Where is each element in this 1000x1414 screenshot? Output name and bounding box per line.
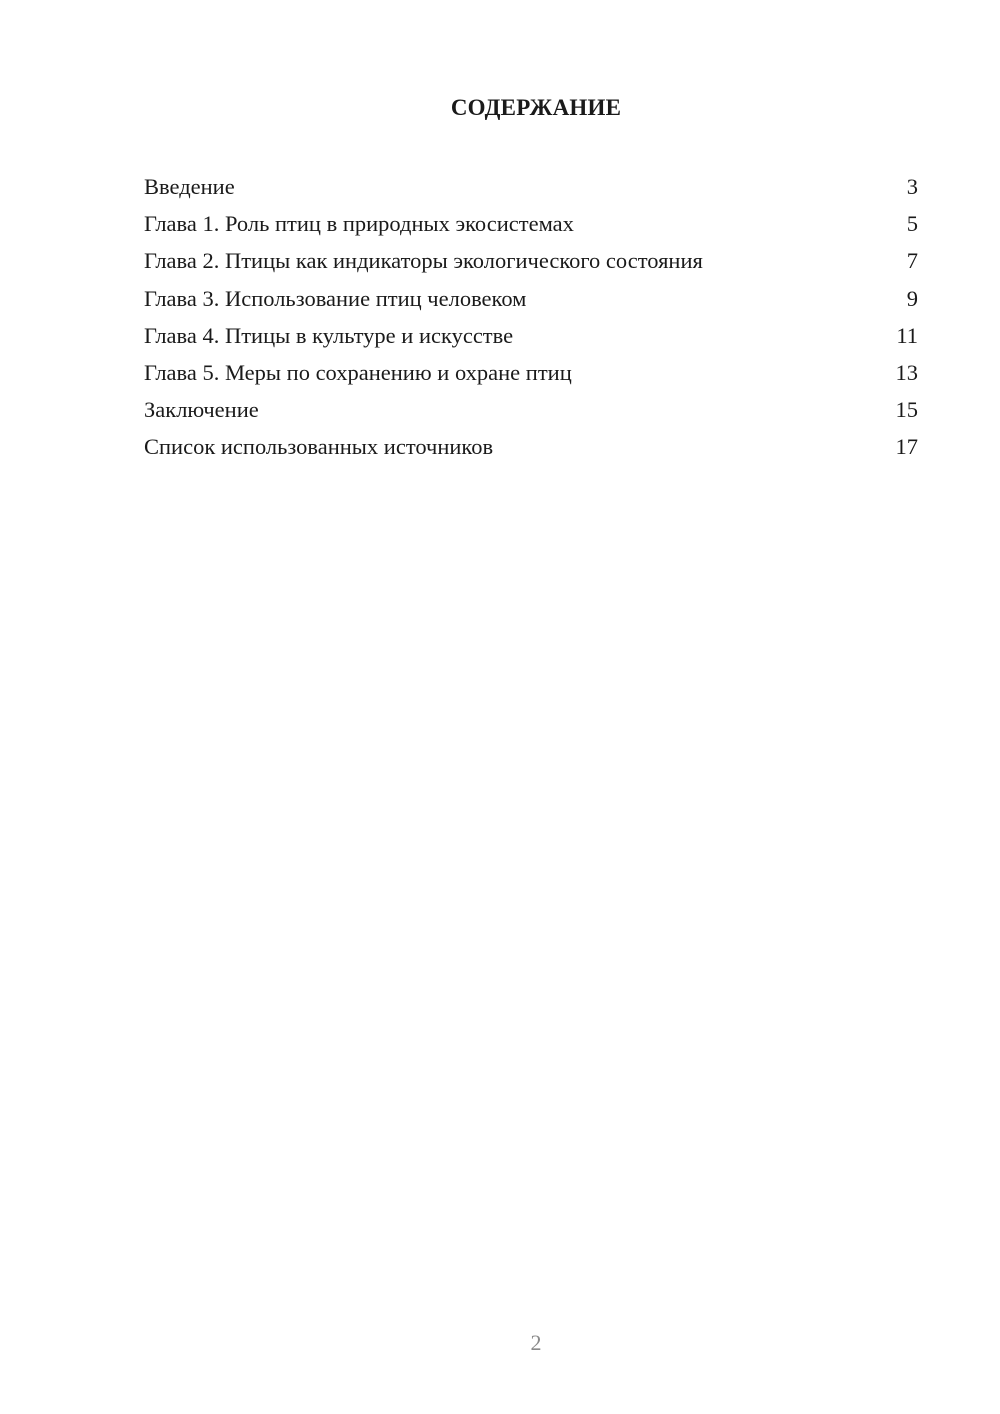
toc-entry-page: 3 xyxy=(906,174,918,199)
toc-entry-chapter-4 xyxy=(144,317,918,354)
toc-entry-chapter-1 xyxy=(144,205,918,242)
toc-entry-label: Глава 2. Птицы как индикаторы экологического состояния xyxy=(144,248,703,274)
toc-entry-chapter-2 xyxy=(144,242,918,279)
toc-entry-label: Список использованных источников xyxy=(144,434,494,460)
toc-entry-chapter-5 xyxy=(144,354,918,391)
toc-entry-page: 9 xyxy=(906,285,918,311)
toc-entry-label: Заключение xyxy=(144,397,259,423)
toc-entry-label: Глава 5. Меры по сохранению и охране птиц xyxy=(144,359,572,385)
toc-entry-label: Введение xyxy=(144,174,235,199)
toc-entry-page: 7 xyxy=(906,248,918,274)
page-number: 2 xyxy=(530,1330,542,1355)
toc-entry-page: 17 xyxy=(895,434,918,460)
toc-entry-page: 13 xyxy=(895,359,918,385)
toc-heading: СОДЕРЖАНИЕ xyxy=(450,95,622,120)
toc-entry-page: 11 xyxy=(896,322,918,348)
toc-entry-chapter-3 xyxy=(144,280,918,317)
toc-entry-page: 5 xyxy=(906,211,918,237)
toc-entry-label: Глава 4. Птицы в культуре и искусстве xyxy=(144,322,514,348)
toc-entry-page: 15 xyxy=(895,397,918,423)
toc-entry-introduction xyxy=(144,168,918,205)
table-of-contents xyxy=(144,168,918,466)
toc-entry-label: Глава 1. Роль птиц в природных экосистемах xyxy=(144,211,574,237)
toc-entry-references xyxy=(144,428,918,465)
toc-entry-label: Глава 3. Использование птиц человеком xyxy=(144,285,527,311)
toc-entry-conclusion xyxy=(144,391,918,428)
